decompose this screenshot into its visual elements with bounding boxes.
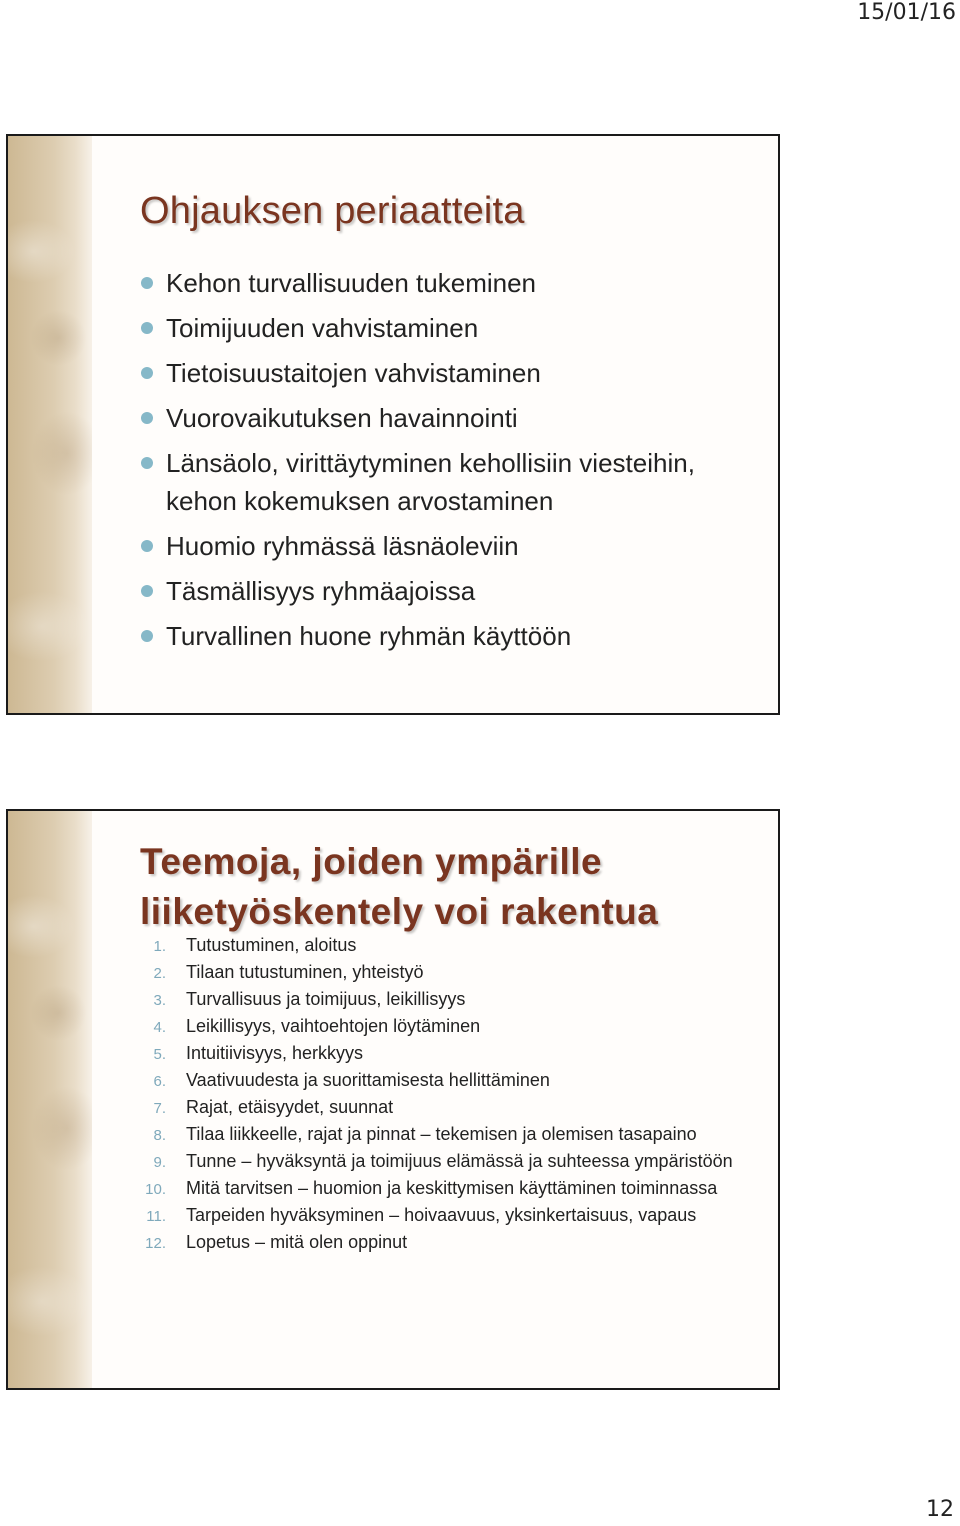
slide-ohjauksen-periaatteita: [6, 134, 780, 715]
page-date: 15/01/16: [857, 0, 956, 25]
list-item: [136, 1178, 756, 1199]
item-number: 8.: [153, 1127, 166, 1144]
bullet-text: Länsäolo, virittäytyminen kehollisiin viesteihin, kehon kokemuksen arvostaminen: [166, 448, 695, 516]
bullet-item: [136, 264, 756, 302]
bullet-dot-icon: [141, 277, 153, 289]
slide-teemoja: [6, 809, 780, 1390]
item-number: 1.: [153, 938, 166, 955]
item-number: 5.: [153, 1046, 166, 1063]
slide-title: Ohjauksen periaatteita: [140, 190, 525, 232]
bullet-dot-icon: [141, 540, 153, 552]
item-number: 3.: [153, 992, 166, 1009]
page-number: 12: [926, 1497, 954, 1522]
list-item: [136, 1097, 756, 1118]
item-text: Tilaan tutustuminen, yhteistyö: [186, 962, 424, 982]
bullet-text: Toimijuuden vahvistaminen: [166, 313, 479, 343]
slide-texture-strip: [8, 136, 92, 713]
bullet-dot-icon: [141, 367, 153, 379]
item-number: 2.: [153, 965, 166, 982]
item-text: Tilaa liikkeelle, rajat ja pinnat – tekemisen ja olemisen tasapaino: [186, 1124, 697, 1144]
list-item: [136, 1016, 756, 1037]
bullet-text: Tietoisuustaitojen vahvistaminen: [166, 358, 541, 388]
item-number: 7.: [153, 1100, 166, 1117]
bullet-dot-icon: [141, 457, 153, 469]
item-number: 4.: [153, 1019, 166, 1036]
numbered-list: [136, 935, 756, 1259]
bullet-item: [136, 617, 756, 655]
bullet-dot-icon: [141, 412, 153, 424]
list-item: [136, 1205, 756, 1226]
item-text: Intuitiivisyys, herkkyys: [186, 1043, 364, 1063]
bullet-text: Turvallinen huone ryhmän käyttöön: [166, 621, 572, 651]
list-item: [136, 935, 756, 956]
item-text: Leikillisyys, vaihtoehtojen löytäminen: [186, 1016, 481, 1036]
item-number: 12.: [145, 1235, 166, 1252]
list-item: [136, 1070, 756, 1091]
item-text: Vaativuudesta ja suorittamisesta hellittäminen: [186, 1070, 550, 1090]
list-item: [136, 1151, 756, 1172]
bullet-item: [136, 444, 756, 520]
list-item: [136, 989, 756, 1010]
bullet-dot-icon: [141, 630, 153, 642]
item-text: Turvallisuus ja toimijuus, leikillisyys: [186, 989, 466, 1009]
item-text: Tunne – hyväksyntä ja toimijuus elämässä ja suhteessa ympäristöön: [186, 1151, 733, 1171]
bullet-text: Kehon turvallisuuden tukeminen: [166, 268, 537, 298]
bullet-text: Vuorovaikutuksen havainnointi: [166, 403, 518, 433]
list-item: [136, 962, 756, 983]
list-item: [136, 1124, 756, 1145]
item-text: Tutustuminen, aloitus: [186, 935, 357, 955]
bullet-list: [136, 264, 756, 662]
item-text: Rajat, etäisyydet, suunnat: [186, 1097, 394, 1117]
slide-title: Teemoja, joiden ympärille liiketyöskentely voi rakentua: [140, 841, 659, 932]
list-item: [136, 1232, 756, 1253]
list-item: [136, 1043, 756, 1064]
bullet-item: [136, 354, 756, 392]
bullet-item: [136, 527, 756, 565]
item-number: 6.: [153, 1073, 166, 1090]
item-number: 11.: [146, 1208, 166, 1225]
bullet-dot-icon: [141, 322, 153, 334]
bullet-item: [136, 399, 756, 437]
bullet-text: Täsmällisyys ryhmäajoissa: [166, 576, 476, 606]
item-text: Lopetus – mitä olen oppinut: [186, 1232, 408, 1252]
bullet-item: [136, 309, 756, 347]
item-number: 10.: [145, 1181, 166, 1198]
bullet-text: Huomio ryhmässä läsnäoleviin: [166, 531, 519, 561]
item-text: Tarpeiden hyväksyminen – hoivaavuus, yksinkertaisuus, vapaus: [186, 1205, 697, 1225]
slide-texture-strip: [8, 811, 92, 1388]
item-text: Mitä tarvitsen – huomion ja keskittymisen käyttäminen toiminnassa: [186, 1178, 718, 1198]
bullet-dot-icon: [141, 585, 153, 597]
bullet-item: [136, 572, 756, 610]
item-number: 9.: [153, 1154, 166, 1171]
